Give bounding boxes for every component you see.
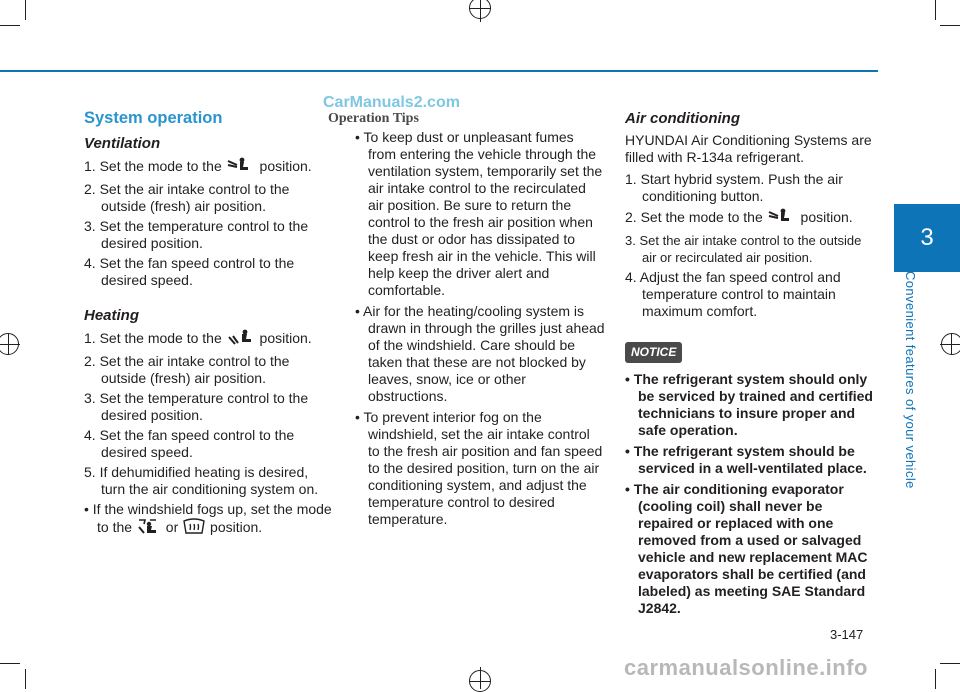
registration-mark [0,333,19,355]
crop-mark [935,0,936,20]
notice-bullet: • The refrigerant system should only be serviced by trained and certified technicians to insure proper and safe operation. [625,371,873,438]
floor-defrost-mode-icon [136,518,162,539]
heating-step: 3. Set the temperature control to the desired position. [84,390,309,423]
notice-bullet: • The air conditioning evaporator (cooling coil) shall never be repaired or replaced with one removed from a used or salvaged vehicle and new replacement MAC evaporators shall be certified (and labeled) as meeting SAE Standard J2842. [625,481,868,616]
heating-step: 2. Set the air intake control to the outside (fresh) air position. [84,353,290,386]
air-conditioning-heading: Air conditioning [625,110,740,127]
page-number: 3-147 [830,627,864,642]
registration-mark [941,333,960,355]
operation-tips-heading: Operation Tips [328,111,419,126]
crop-mark [0,663,20,664]
tip-bullet: • Air for the heating/cooling system is drawn in through the grilles just ahead of the windshield. Care should be taken that these are not blocked by leaves, snow, ice or other obstructions. [355,303,605,404]
chapter-title: Convenient features of your vehicle [903,271,918,489]
crop-mark [25,669,26,689]
ac-step: 2. Set the mode to the position. [625,208,878,229]
column-air-conditioning [625,110,878,621]
section-title: System operation [84,109,223,127]
notice-label: NOTICE [625,342,682,363]
heating-step: 4. Set the fan speed control to the desired speed. [84,427,295,460]
ac-step: 4. Adjust the fan speed control and temperature control to maintain maximum comfort. [625,269,841,319]
footer-watermark: carmanualsonline.info [624,655,868,680]
column-system-operation [84,110,335,543]
header-rule [0,70,878,72]
ventilation-step: 4. Set the fan speed control to the desired speed. [84,255,295,288]
ac-intro: HYUNDAI Air Conditioning Systems are filled with R-134a refrigerant. [625,132,872,165]
tip-bullet: • To keep dust or unpleasant fumes from entering the vehicle through the ventilation system, temporarily set the air intake control to the recirculated air position. Be sure to return the control to the fresh air position when the dust or odor has dissipated to keep fresh air in the vehicle. This will help keep the driver alert and comfortable. [355,129,603,298]
chapter-tab: 3 [894,204,960,272]
face-vent-mode-icon [226,157,256,178]
heating-bullet: • If the windshield fogs up, set the mode to the or position. [84,501,335,539]
floor-mode-icon [226,329,256,350]
ventilation-step: 2. Set the air intake control to the outside (fresh) air position. [84,181,290,214]
heating-step: 5. If dehumidified heating is desired, turn the air conditioning system on. [84,464,319,497]
ac-step: 3. Set the air intake control to the outside air or recirculated air position. [625,233,862,265]
heating-heading: Heating [84,307,140,324]
notice-label-wrap [625,342,878,363]
heating-step: 1. Set the mode to the position. [84,329,335,350]
crop-mark [940,25,960,26]
ventilation-step: 1. Set the mode to the position. [84,157,335,178]
ac-step: 1. Start hybrid system. Push the air conditioning button. [625,171,843,204]
face-vent-mode-icon [767,208,797,229]
crop-mark [940,663,960,664]
registration-mark [469,0,491,19]
crop-mark [0,25,20,26]
header-watermark: CarManuals2.com [323,94,460,111]
defrost-icon [182,518,206,539]
notice-bullet: • The refrigerant system should be serviced in a well-ventilated place. [625,443,867,476]
tip-bullet: • To prevent interior fog on the windshield, set the air intake control to the fresh air position and fan speed to the desired position, turn on the air conditioning system, and adjust the temperature control to desired temperature. [355,409,603,527]
ventilation-heading: Ventilation [84,135,161,152]
column-operation-tips [328,110,605,532]
crop-mark [935,669,936,689]
ventilation-step: 3. Set the temperature control to the desired position. [84,218,309,251]
crop-mark [25,0,26,20]
